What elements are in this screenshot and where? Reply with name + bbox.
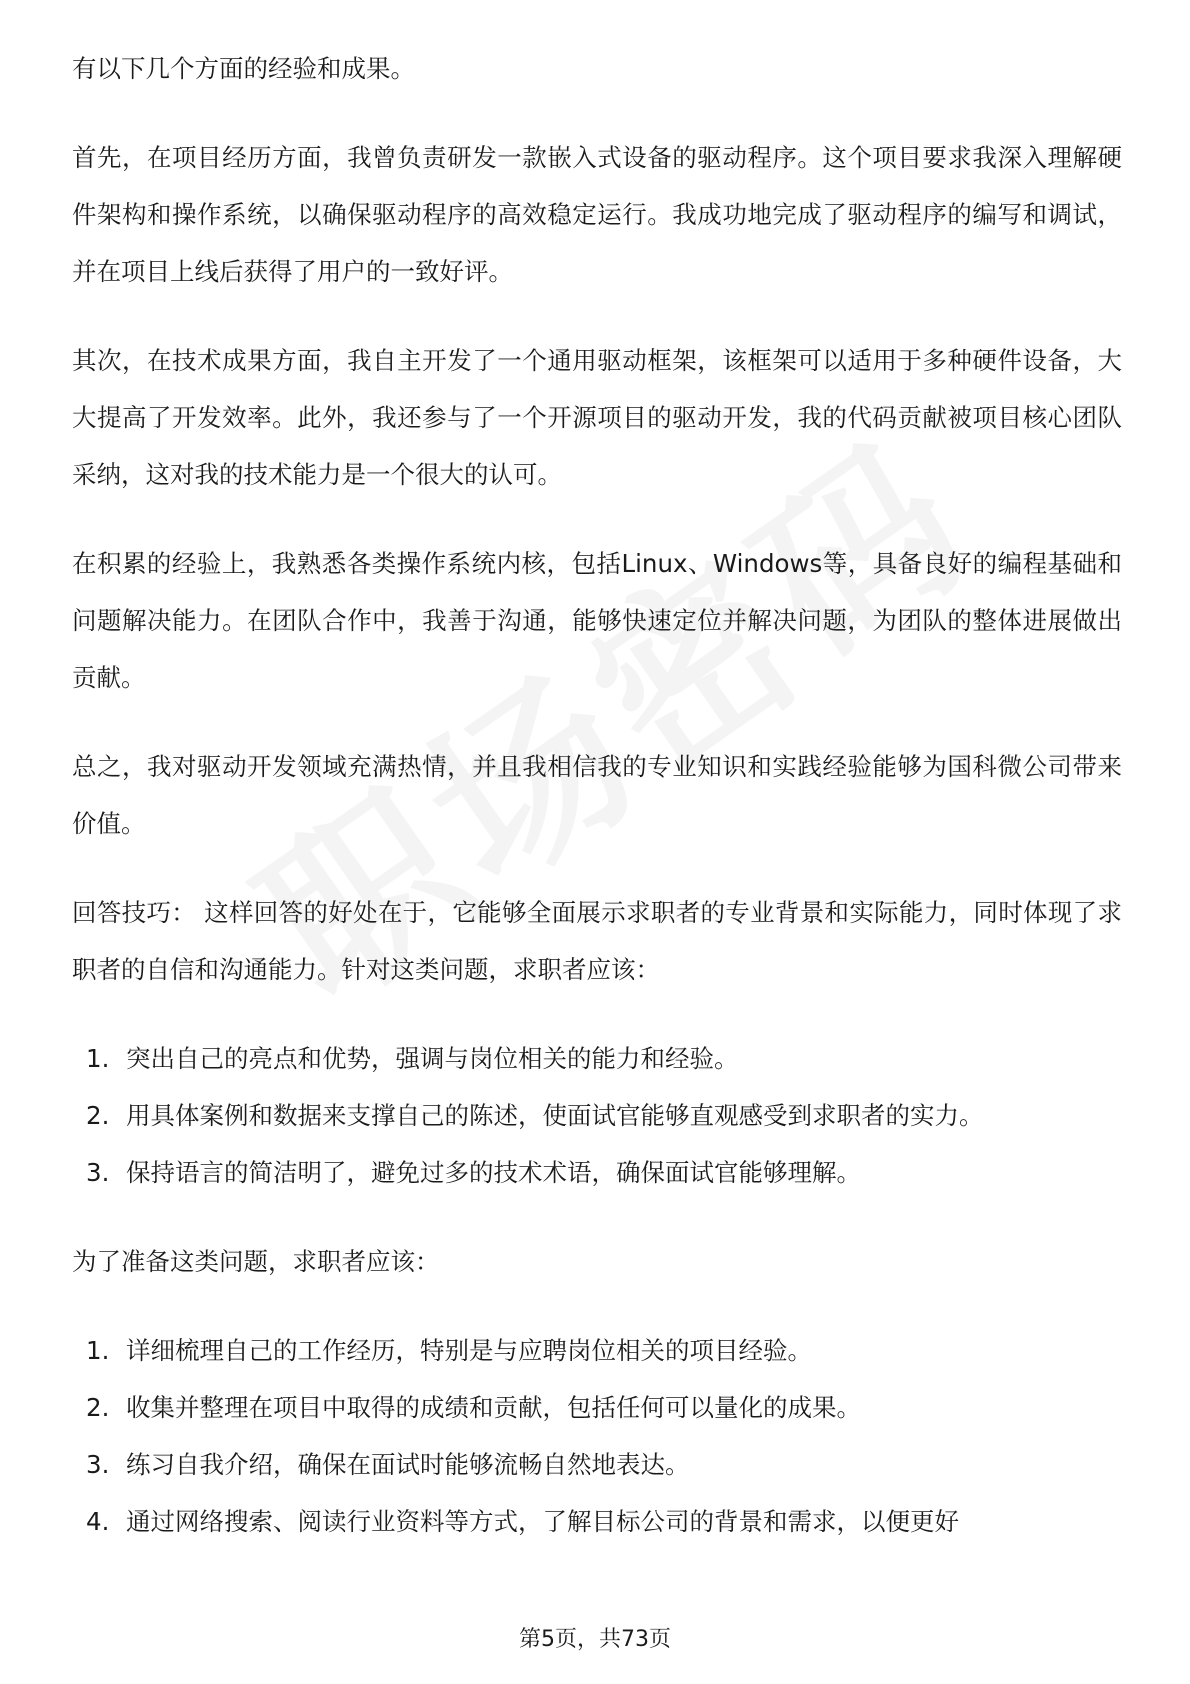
list-item-text: 收集并整理在项目中取得的成绩和贡献，包括任何可以量化的成果。 [126, 1393, 861, 1422]
list-item [72, 1030, 1122, 1087]
list-number: 2. [86, 1393, 110, 1422]
list-item-text: 练习自我介绍，确保在面试时能够流畅自然地表达。 [126, 1450, 690, 1479]
list-number: 1. [86, 1044, 110, 1073]
list-number: 3. [86, 1450, 110, 1479]
list-number: 2. [86, 1101, 110, 1130]
prep-list [72, 1322, 1122, 1550]
list-item-text: 突出自己的亮点和优势，强调与岗位相关的能力和经验。 [126, 1044, 739, 1073]
list-number: 3. [86, 1158, 110, 1187]
list-number: 1. [86, 1336, 110, 1365]
list-item-text: 通过网络搜索、阅读行业资料等方式，了解目标公司的背景和需求，以便更好 [126, 1507, 959, 1536]
list-item [72, 1144, 1122, 1201]
list-item [72, 1087, 1122, 1144]
paragraph-accumulated-experience: 在积累的经验上，我熟悉各类操作系统内核，包括Linux、Windows等，具备良好的编程基础和问题解决能力。在团队合作中，我善于沟通，能够快速定位并解决问题，为团队的整体进展做出贡献。 [72, 549, 1122, 692]
tips-list [72, 1030, 1122, 1201]
list-number: 4. [86, 1507, 110, 1536]
paragraph-technical-achievements: 其次，在技术成果方面，我自主开发了一个通用驱动框架，该框架可以适用于多种硬件设备，大大提高了开发效率。此外，我还参与了一个开源项目的驱动开发，我的代码贡献被项目核心团队采纳，这对我的技术能力是一个很大的认可。 [72, 346, 1122, 489]
document-body [72, 40, 1122, 1582]
paragraph-intro: 有以下几个方面的经验和成果。 [72, 54, 415, 83]
list-item [72, 1322, 1122, 1379]
paragraph-prep-intro: 为了准备这类问题，求职者应该： [72, 1247, 440, 1276]
list-item-text: 保持语言的简洁明了，避免过多的技术术语，确保面试官能够理解。 [126, 1158, 861, 1187]
list-item-text: 详细梳理自己的工作经历，特别是与应聘岗位相关的项目经验。 [126, 1336, 812, 1365]
list-item [72, 1493, 1122, 1550]
paragraph-project-experience: 首先，在项目经历方面，我曾负责研发一款嵌入式设备的驱动程序。这个项目要求我深入理解硬件架构和操作系统，以确保驱动程序的高效稳定运行。我成功地完成了驱动程序的编写和调试，并在项目上线后获得了用户的一致好评。 [72, 143, 1122, 286]
paragraph-conclusion: 总之，我对驱动开发领域充满热情，并且我相信我的专业知识和实践经验能够为国科微公司带来价值。 [72, 752, 1122, 838]
list-item [72, 1436, 1122, 1493]
list-item [72, 1379, 1122, 1436]
page-number-footer: 第5页，共73页 [519, 1627, 671, 1652]
list-item-text: 用具体案例和数据来支撑自己的陈述，使面试官能够直观感受到求职者的实力。 [126, 1101, 984, 1130]
paragraph-answer-tips: 回答技巧： 这样回答的好处在于，它能够全面展示求职者的专业背景和实际能力，同时体现了求职者的自信和沟通能力。针对这类问题，求职者应该： [72, 898, 1122, 984]
